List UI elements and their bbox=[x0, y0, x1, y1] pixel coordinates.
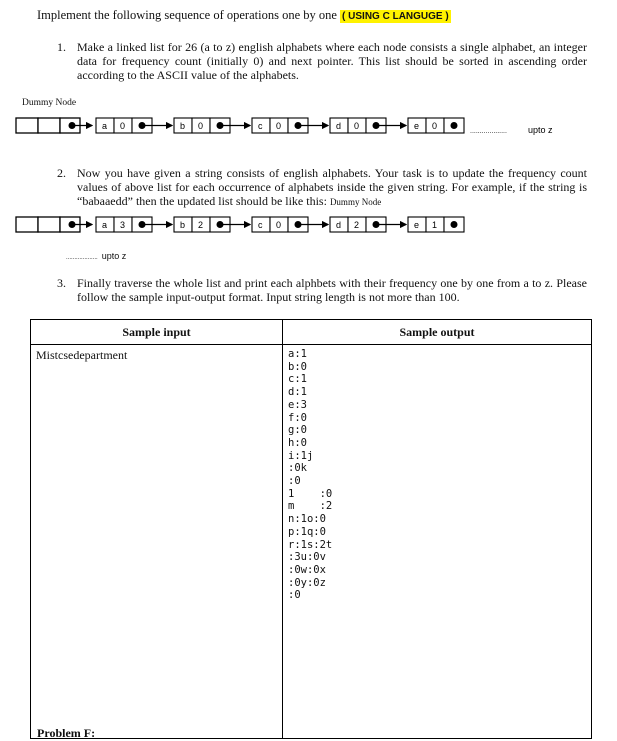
table-body-row bbox=[31, 345, 592, 739]
node-count: 3 bbox=[120, 220, 126, 230]
node-letter: d bbox=[336, 121, 342, 131]
node-count: 2 bbox=[198, 220, 204, 230]
item-2 bbox=[57, 166, 597, 212]
output-line: h:0 bbox=[288, 436, 307, 449]
node-letter: c bbox=[258, 121, 263, 131]
output-line: r:1s:2t bbox=[288, 538, 333, 551]
diagram-2-continuation bbox=[66, 246, 126, 264]
instruction-heading bbox=[37, 8, 451, 23]
item-1-number: 1. bbox=[57, 40, 66, 54]
output-line: :0k bbox=[288, 462, 307, 475]
node-letter: a bbox=[102, 121, 108, 131]
node-letter: b bbox=[180, 121, 186, 131]
list-node-d bbox=[330, 118, 406, 133]
pointer-dot bbox=[217, 221, 224, 228]
pointer-dot bbox=[69, 122, 76, 129]
sample-output-cell bbox=[283, 345, 592, 739]
node-count: 1 bbox=[432, 220, 438, 230]
item-3-text: Finally traverse the whole list and print each alphbets with their frequency one by one from a to z. Please follow the sample input-output format. Input string length is not more than 100. bbox=[77, 276, 587, 304]
item-1-text: Make a linked list for 26 (a to z) english alphabets where each node consists a single alphabet, an integer data for frequency count (initially 0) and next pointer. This list should be sorted in ascending order according to the ASCII value of the alphabets. bbox=[77, 40, 587, 82]
pointer-dot bbox=[373, 221, 380, 228]
dots: ................... bbox=[470, 128, 507, 135]
list-node-a bbox=[96, 118, 172, 133]
output-line: :0 bbox=[288, 475, 301, 488]
output-line: a:1 bbox=[288, 348, 307, 360]
output-line: e:3 bbox=[288, 398, 307, 411]
upto-z-label: upto z bbox=[101, 251, 127, 261]
linked-list-diagram-updated bbox=[10, 210, 610, 240]
item-2-body bbox=[77, 166, 587, 209]
header-sample-output: Sample output bbox=[283, 320, 592, 345]
output-line: :0y:0z bbox=[288, 576, 326, 589]
list-node-e bbox=[408, 118, 464, 133]
item-2-dummy-label: Dummy Node bbox=[329, 197, 382, 207]
dummy-node-cell-2 bbox=[38, 217, 60, 232]
output-line: :0 bbox=[288, 589, 301, 602]
output-line: m :2 bbox=[288, 500, 333, 513]
instruction-text: Implement the following sequence of operations one by one bbox=[37, 8, 337, 22]
list-node-c bbox=[252, 118, 328, 133]
node-count: 0 bbox=[432, 121, 438, 131]
node-count: 0 bbox=[198, 121, 204, 131]
item-3 bbox=[57, 276, 597, 306]
next-problem-heading: Problem F: bbox=[37, 726, 96, 740]
dots: ................... bbox=[66, 255, 98, 261]
list-node-c bbox=[252, 217, 328, 232]
pointer-dot bbox=[139, 122, 146, 129]
node-count: 0 bbox=[354, 121, 360, 131]
node-letter: c bbox=[258, 220, 263, 230]
pointer-dot bbox=[69, 221, 76, 228]
list-node-b bbox=[174, 118, 250, 133]
item-3-number: 3. bbox=[57, 276, 66, 290]
list-node-e bbox=[408, 217, 464, 232]
item-1 bbox=[57, 40, 597, 86]
pointer-dot bbox=[373, 122, 380, 129]
node-count: 0 bbox=[276, 121, 282, 131]
node-letter: a bbox=[102, 220, 108, 230]
dummy-node-cell-2 bbox=[38, 118, 60, 133]
output-line: n:1o:0 bbox=[288, 513, 326, 526]
output-line: c:1 bbox=[288, 373, 307, 386]
item-2-text: Now you have given a string consists of english alphabets. Your task is to update the frequency count values of above list for each occurrence of alphabets inside the given string. For example, if the string is “babaaedd” then the updated list should be like this: bbox=[77, 166, 587, 208]
node-letter: d bbox=[336, 220, 342, 230]
list-node-b bbox=[174, 217, 250, 232]
output-line: 1 :0 bbox=[288, 487, 333, 500]
language-highlight: ( USING C LANGUGE ) bbox=[342, 11, 449, 22]
output-line: d:1 bbox=[288, 386, 307, 399]
output-line: :3u:0v bbox=[288, 551, 326, 564]
output-line: f:0 bbox=[288, 411, 307, 424]
dummy-node-cell-1 bbox=[16, 118, 38, 133]
pointer-dot bbox=[451, 221, 458, 228]
output-line: p:1q:0 bbox=[288, 525, 326, 538]
output-line: b:0 bbox=[288, 360, 307, 373]
table-header-row bbox=[31, 320, 592, 345]
node-count: 2 bbox=[354, 220, 360, 230]
list-node-d bbox=[330, 217, 406, 232]
item-2-number: 2. bbox=[57, 166, 66, 180]
node-letter: e bbox=[414, 121, 420, 131]
node-letter: e bbox=[414, 220, 420, 230]
pointer-dot bbox=[295, 122, 302, 129]
node-letter: b bbox=[180, 220, 186, 230]
pointer-dot bbox=[139, 221, 146, 228]
sample-io-table bbox=[30, 319, 592, 739]
sample-input-cell: Mistcsedepartment bbox=[31, 345, 283, 739]
upto-z-label: upto z bbox=[528, 125, 553, 135]
node-count: 0 bbox=[120, 121, 126, 131]
output-line: :0w:0x bbox=[288, 563, 326, 576]
pointer-dot bbox=[451, 122, 458, 129]
linked-list-diagram-initial bbox=[10, 110, 610, 150]
dummy-node-cell-1 bbox=[16, 217, 38, 232]
header-sample-input: Sample input bbox=[31, 320, 283, 345]
output-line: i:1j bbox=[288, 449, 314, 462]
pointer-dot bbox=[295, 221, 302, 228]
pointer-dot bbox=[217, 122, 224, 129]
list-node-a bbox=[96, 217, 172, 232]
node-count: 0 bbox=[276, 220, 282, 230]
output-line: g:0 bbox=[288, 424, 307, 437]
dummy-node-label: Dummy Node bbox=[22, 98, 77, 108]
